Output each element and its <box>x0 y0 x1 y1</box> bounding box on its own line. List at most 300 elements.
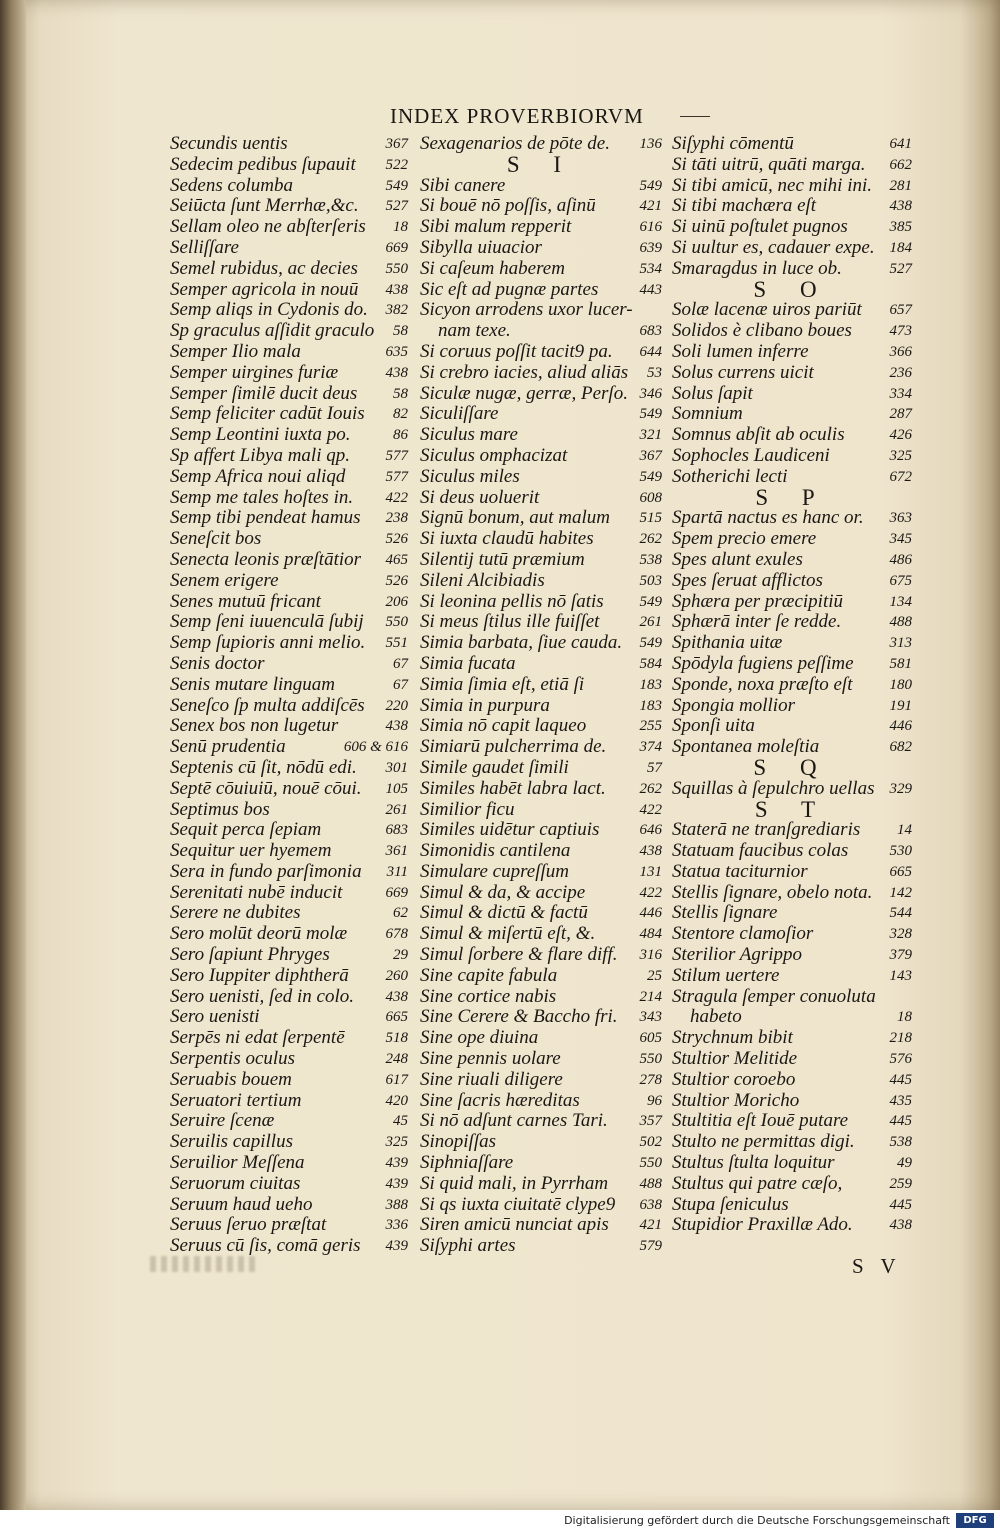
index-entry <box>672 862 912 883</box>
entry-text: Serenitati nubē inducit <box>170 881 343 903</box>
index-entry <box>170 592 408 613</box>
entry-page-number: 638 <box>639 1196 662 1213</box>
entry-text: Spōdyla fugiens peſſime <box>672 652 854 674</box>
index-entry <box>420 280 662 301</box>
index-entry <box>170 758 408 779</box>
entry-text: Statua taciturnior <box>672 860 808 882</box>
entry-text: Semel rubidus, ac decies <box>170 257 358 279</box>
index-entry <box>170 550 408 571</box>
entry-text: Sponde, noxa præſto eſt <box>672 673 853 695</box>
entry-page-number: 438 <box>385 364 408 381</box>
entry-text: Septimus bos <box>170 798 270 820</box>
entry-page-number: 584 <box>639 655 662 672</box>
entry-text: Simul ſorbere & flare diff. <box>420 944 618 966</box>
entry-text: habeto <box>690 1006 742 1028</box>
index-entry <box>672 550 912 571</box>
entry-page-number: 29 <box>393 947 408 964</box>
index-entry <box>170 633 408 654</box>
entry-text: Si bouē nō poſſis, aſinū <box>420 195 596 217</box>
entry-page-number: 672 <box>889 468 912 485</box>
entry-text: Sexagenarios de pōte de. <box>420 133 610 154</box>
index-entry <box>170 612 408 633</box>
entry-page-number: 238 <box>385 510 408 527</box>
index-entry <box>170 862 408 883</box>
index-entry <box>420 675 662 696</box>
entry-text: Squillas à ſepulchro uellas <box>672 777 875 799</box>
entry-page-number: 534 <box>639 260 662 277</box>
entry-page-number: 675 <box>889 572 912 589</box>
entry-text: Seruatori tertium <box>170 1089 302 1111</box>
entry-text: Sicyon arrodens uxor lucer- <box>420 299 633 321</box>
entry-page-number: 605 <box>639 1030 662 1047</box>
entry-page-number: 367 <box>385 136 408 152</box>
index-entry <box>672 841 912 862</box>
entry-text: Si meus ſtilus ille fuiſſet <box>420 611 600 633</box>
index-entry <box>672 924 912 945</box>
entry-text: Sophocles Laudiceni <box>672 444 830 466</box>
entry-text: Similes uidētur captiuis <box>420 819 600 841</box>
index-entry <box>420 363 662 384</box>
entry-page-number: 53 <box>647 364 662 381</box>
index-entry <box>420 1215 662 1236</box>
entry-text: Stupidior Praxillæ Ado. <box>672 1214 853 1236</box>
index-entry <box>420 529 662 550</box>
entry-text: Senis mutare linguam <box>170 673 336 695</box>
entry-text: Si uinū poſtulet pugnos <box>672 216 848 238</box>
index-entry <box>170 1007 408 1028</box>
entry-page-number: 438 <box>889 198 912 215</box>
entry-text: Spem precio emere <box>672 528 817 550</box>
entry-page-number: 617 <box>385 1071 408 1088</box>
ink-smudge <box>150 1256 260 1272</box>
index-entry <box>170 1111 408 1132</box>
entry-text: Sileni Alcibiadis <box>420 569 545 591</box>
index-entry <box>672 425 912 446</box>
entry-text: Sine ſacris hæreditas <box>420 1089 580 1111</box>
entry-text: Senū prudentia <box>170 736 286 758</box>
entry-text: Solus ſapit <box>672 382 753 404</box>
entry-page-number: 334 <box>889 385 912 402</box>
index-entry <box>420 758 662 779</box>
running-head-rule <box>680 116 710 117</box>
entry-text: Stultior coroebo <box>672 1068 796 1090</box>
entry-page-number: 313 <box>889 635 912 652</box>
entry-text: Simia in purpura <box>420 694 550 716</box>
entry-page-number: 646 <box>639 822 662 839</box>
entry-text: Sibi canere <box>420 174 506 196</box>
index-entry <box>170 675 408 696</box>
entry-page-number: 518 <box>385 1030 408 1047</box>
dfg-logo: DFG <box>956 1513 994 1528</box>
entry-text: Seiūcta ſunt Merrhæ,&c. <box>170 195 359 217</box>
index-entry <box>672 529 912 550</box>
index-entry <box>170 384 408 405</box>
index-entry <box>672 779 912 800</box>
index-entry <box>170 508 408 529</box>
entry-page-number: 439 <box>385 1155 408 1172</box>
index-entry <box>672 384 912 405</box>
index-entry <box>672 176 912 197</box>
entry-page-number: 259 <box>889 1175 912 1192</box>
index-entry <box>672 508 912 529</box>
entry-text: Siculiſſare <box>420 403 499 425</box>
index-entry <box>420 176 662 197</box>
entry-text: Stultior Moricho <box>672 1089 800 1111</box>
entry-page-number: 527 <box>889 260 912 277</box>
entry-page-number: 445 <box>889 1196 912 1213</box>
entry-page-number: 385 <box>889 219 912 236</box>
entry-page-number: 255 <box>639 718 662 735</box>
entry-page-number: 635 <box>385 343 408 360</box>
index-entry <box>420 217 662 238</box>
index-entry <box>170 945 408 966</box>
index-entry <box>672 1174 912 1195</box>
entry-page-number: 183 <box>639 676 662 693</box>
entry-text: Sibi malum repperit <box>420 216 572 238</box>
entry-text: Seruabis bouem <box>170 1068 292 1090</box>
entry-text: Stulto ne permittas digi. <box>672 1131 855 1153</box>
entry-text: Similior ficu <box>420 798 515 820</box>
footer-credit: Digitalisierung gefördert durch die Deutsche Forschungsgemeinschaft <box>564 1514 950 1527</box>
entry-text: Staterā ne tranſgrediaris <box>672 819 861 841</box>
index-entry <box>170 1153 408 1174</box>
entry-page-number: 438 <box>385 718 408 735</box>
index-entry <box>170 883 408 904</box>
entry-text: Sphærā inter ſe redde. <box>672 611 842 633</box>
index-entry <box>420 488 662 509</box>
entry-text: Secundis uentis <box>170 133 288 154</box>
entry-page-number: 549 <box>639 406 662 423</box>
index-entry <box>672 446 912 467</box>
entry-page-number: 374 <box>639 739 662 756</box>
entry-page-number: 577 <box>385 447 408 464</box>
entry-text: Seruilis capillus <box>170 1131 293 1153</box>
entry-page-number: 576 <box>889 1051 912 1068</box>
entry-text: Strychnum bibit <box>672 1027 793 1049</box>
entry-text: Stultior Melitide <box>672 1048 798 1070</box>
entry-text: Sic eſt ad pugnæ partes <box>420 278 599 300</box>
index-entry <box>170 404 408 425</box>
entry-text: Simia barbata, ſiue cauda. <box>420 632 623 654</box>
section-heading: S Q <box>753 754 831 780</box>
entry-text: Solidos è clibano boues <box>672 320 852 342</box>
entry-page-number: 550 <box>639 1051 662 1068</box>
index-entry <box>420 384 662 405</box>
index-entry <box>170 966 408 987</box>
entry-page-number: 421 <box>639 1217 662 1234</box>
entry-page-number: 549 <box>385 177 408 194</box>
entry-text: Seruus cū ſis, comā geris <box>170 1235 361 1257</box>
index-entry <box>672 1070 912 1091</box>
entry-text: Seruum haud ueho <box>170 1193 313 1215</box>
entry-page-number: 281 <box>889 177 912 194</box>
index-entry <box>420 1070 662 1091</box>
entry-page-number: 515 <box>639 510 662 527</box>
entry-page-number: 261 <box>639 614 662 631</box>
entry-page-number: 58 <box>393 323 408 340</box>
entry-text: Si qs iuxta ciuitatē clype9 <box>420 1193 616 1215</box>
entry-page-number: 191 <box>889 697 912 714</box>
entry-text: Seneſco ſp multa addiſcēs <box>170 694 365 716</box>
entry-text: Semp ſeni iuuenculā ſubij <box>170 611 364 633</box>
index-entry <box>672 155 912 176</box>
index-entry <box>420 259 662 280</box>
entry-page-number: 503 <box>639 572 662 589</box>
index-entry <box>420 820 662 841</box>
entry-text: Somnium <box>672 403 743 425</box>
index-entry <box>672 716 912 737</box>
index-entry <box>170 488 408 509</box>
index-entry <box>672 1195 912 1216</box>
index-entry <box>420 238 662 259</box>
index-entry <box>420 966 662 987</box>
index-entry <box>672 217 912 238</box>
entry-text: Sequitur uer hyemem <box>170 840 332 862</box>
index-entry <box>420 883 662 904</box>
entry-text: Smaragdus in luce ob. <box>672 257 842 279</box>
entry-text: Siculus miles <box>420 465 520 487</box>
entry-text: Solus currens uicit <box>672 361 814 383</box>
entry-text: Stupa ſeniculus <box>672 1193 789 1215</box>
entry-page-number: 260 <box>385 967 408 984</box>
entry-page-number: 325 <box>889 447 912 464</box>
entry-text: Si deus uoluerit <box>420 486 540 508</box>
index-entry <box>420 903 662 924</box>
entry-text: Sero molūt deorū molæ <box>170 923 348 945</box>
entry-page-number: 421 <box>639 198 662 215</box>
index-entry <box>672 654 912 675</box>
entry-text: Si tāti uitrū, quāti marga. <box>672 153 866 175</box>
entry-page-number: 262 <box>639 780 662 797</box>
entry-text: Senex bos non lugetur <box>170 715 339 737</box>
index-column-1 <box>170 134 408 1257</box>
index-entry <box>420 779 662 800</box>
entry-text: Senem erigere <box>170 569 279 591</box>
index-entry <box>420 841 662 862</box>
entry-text: Sp graculus aſſidit graculo <box>170 320 375 342</box>
entry-text: Siculus mare <box>420 424 518 446</box>
entry-page-number: 438 <box>385 988 408 1005</box>
index-entry <box>170 820 408 841</box>
index-entry <box>672 571 912 592</box>
entry-text: Sotherichi lecti <box>672 465 788 487</box>
entry-page-number: 544 <box>889 905 912 922</box>
index-entry <box>672 737 912 758</box>
index-entry <box>420 1049 662 1070</box>
entry-page-number: 538 <box>639 551 662 568</box>
index-entry <box>672 238 912 259</box>
index-entry <box>672 300 912 321</box>
entry-page-number: 67 <box>393 655 408 672</box>
index-column-2 <box>420 134 662 1257</box>
index-entry <box>170 280 408 301</box>
entry-page-number: 538 <box>889 1134 912 1151</box>
entry-page-number: 367 <box>639 447 662 464</box>
entry-text: Sine capite fabula <box>420 964 558 986</box>
index-column-3 <box>672 134 912 1236</box>
entry-page-number: 388 <box>385 1196 408 1213</box>
entry-text: Simonidis cantilena <box>420 840 571 862</box>
index-entry <box>170 1215 408 1236</box>
entry-page-number: 683 <box>639 323 662 340</box>
entry-page-number: 180 <box>889 676 912 693</box>
entry-text: Simia fucata <box>420 652 516 674</box>
entry-text: Semp Leontini iuxta po. <box>170 424 351 446</box>
entry-page-number: 486 <box>889 551 912 568</box>
entry-text: Spontanea moleſtia <box>672 736 820 758</box>
index-entry <box>672 1049 912 1070</box>
entry-page-number: 639 <box>639 239 662 256</box>
entry-text: nam texe. <box>438 320 511 342</box>
entry-text: Sero uenisti, ſed in colo. <box>170 985 354 1007</box>
index-entry <box>420 1195 662 1216</box>
section-heading: S I <box>506 151 576 177</box>
entry-text: Semper Ilio mala <box>170 340 301 362</box>
entry-text: Sphæra per præcipitiū <box>672 590 844 612</box>
index-entry <box>672 945 912 966</box>
index-entry <box>672 321 912 342</box>
index-entry <box>170 1195 408 1216</box>
entry-page-number: 220 <box>385 697 408 714</box>
entry-text: Simia nō capit laqueo <box>420 715 587 737</box>
entry-page-number: 683 <box>385 822 408 839</box>
index-entry <box>672 259 912 280</box>
index-entry <box>672 467 912 488</box>
index-entry <box>420 300 662 321</box>
index-entry <box>420 321 662 342</box>
entry-text: Silentij tutū præmium <box>420 548 585 570</box>
entry-text: Semp aliqs in Cydonis do. <box>170 299 368 321</box>
entry-page-number: 581 <box>889 655 912 672</box>
entry-text: Senis doctor <box>170 652 265 674</box>
entry-text: Seneſcit bos <box>170 528 262 550</box>
entry-text: Selliſſare <box>170 236 239 258</box>
entry-page-number: 379 <box>889 947 912 964</box>
entry-page-number: 644 <box>639 343 662 360</box>
index-entry <box>420 716 662 737</box>
entry-text: Semp feliciter cadūt Iouis <box>170 403 365 425</box>
entry-page-number: 357 <box>639 1113 662 1130</box>
entry-text: Siren amicū nunciat apis <box>420 1214 609 1236</box>
entry-text: Siculæ nugæ, gerræ, Perſo. <box>420 382 628 404</box>
index-entry <box>420 987 662 1008</box>
entry-page-number: 445 <box>889 1113 912 1130</box>
entry-text: Statuam faucibus colas <box>672 840 849 862</box>
index-entry <box>170 1132 408 1153</box>
entry-page-number: 218 <box>889 1030 912 1047</box>
entry-page-number: 363 <box>889 510 912 527</box>
entry-page-number: 682 <box>889 739 912 756</box>
entry-text: Seruorum ciuitas <box>170 1172 301 1194</box>
entry-page-number: 134 <box>889 593 912 610</box>
entry-page-number: 527 <box>385 198 408 215</box>
index-entry <box>420 196 662 217</box>
index-entry <box>672 404 912 425</box>
entry-text: Sine ope diuina <box>420 1027 539 1049</box>
entry-page-number: 657 <box>889 302 912 319</box>
index-entry <box>170 196 408 217</box>
index-entry <box>420 342 662 363</box>
entry-text: Stragula ſemper conuoluta <box>672 985 876 1007</box>
entry-text: Sinopiſſas <box>420 1131 497 1153</box>
entry-page-number: 86 <box>393 427 408 444</box>
entry-text: Sterilior Agrippo <box>672 944 803 966</box>
entry-text: Semp Africa noui aliqd <box>170 465 346 487</box>
entry-page-number: 669 <box>385 239 408 256</box>
index-entry <box>672 987 912 1008</box>
entry-page-number: 67 <box>393 676 408 693</box>
entry-page-number: 143 <box>889 967 912 984</box>
index-entry <box>672 1215 912 1236</box>
entry-page-number: 641 <box>889 136 912 152</box>
entry-text: Semp tibi pendeat hamus <box>170 507 361 529</box>
entry-page-number: 346 <box>639 385 662 402</box>
index-entry <box>420 1153 662 1174</box>
index-entry <box>420 1028 662 1049</box>
index-entry <box>420 1111 662 1132</box>
index-entry <box>420 1236 662 1257</box>
entry-page-number: 422 <box>639 801 662 818</box>
index-entry <box>672 1028 912 1049</box>
entry-text: Simile gaudet ſimili <box>420 756 569 778</box>
entry-page-number: 473 <box>889 323 912 340</box>
index-entry <box>420 508 662 529</box>
index-entry <box>420 571 662 592</box>
index-entry <box>170 1091 408 1112</box>
entry-page-number: 105 <box>385 780 408 797</box>
entry-text: Solæ lacenæ uiros pariūt <box>672 299 862 321</box>
index-entry <box>672 883 912 904</box>
index-entry <box>420 612 662 633</box>
index-entry <box>170 800 408 821</box>
digitization-footer <box>0 1510 1000 1532</box>
entry-text: Sp affert Libya mali qp. <box>170 444 350 466</box>
entry-page-number: 184 <box>889 239 912 256</box>
entry-page-number: 678 <box>385 926 408 943</box>
entry-page-number: 443 <box>639 281 662 298</box>
entry-page-number: 426 <box>889 427 912 444</box>
index-entry <box>672 633 912 654</box>
entry-text: Sero ſapiunt Phryges <box>170 944 330 966</box>
entry-text: Si caſeum haberem <box>420 257 565 279</box>
index-entry <box>420 550 662 571</box>
entry-text: Si leonina pellis nō ſatis <box>420 590 604 612</box>
index-entry <box>420 862 662 883</box>
entry-text: Simiarū pulcherrima de. <box>420 736 607 758</box>
entry-text: Septē cōuiuiū, nouē cōui. <box>170 777 362 799</box>
entry-page-number: 665 <box>889 863 912 880</box>
entry-page-number: 131 <box>639 863 662 880</box>
index-entry <box>420 425 662 446</box>
index-entry <box>672 1007 912 1028</box>
entry-text: Siculus omphacizat <box>420 444 568 466</box>
entry-page-number: 465 <box>385 551 408 568</box>
entry-text: Stultus qui patre cæſo, <box>672 1172 843 1194</box>
index-entry <box>420 737 662 758</box>
entry-page-number: 446 <box>639 905 662 922</box>
index-entry <box>170 529 408 550</box>
index-entry <box>170 1028 408 1049</box>
entry-text: Soli lumen inferre <box>672 340 809 362</box>
entry-text: Septenis cū ſit, nōdū edi. <box>170 756 357 778</box>
entry-page-number: 549 <box>639 593 662 610</box>
entry-text: Simul & miſertū eſt, &. <box>420 923 596 945</box>
entry-text: Stellis ſignare, obelo nota. <box>672 881 873 903</box>
index-entry <box>170 155 408 176</box>
entry-text: Seruilior Meſſena <box>170 1152 305 1174</box>
index-entry <box>170 217 408 238</box>
entry-page-number: 422 <box>639 884 662 901</box>
